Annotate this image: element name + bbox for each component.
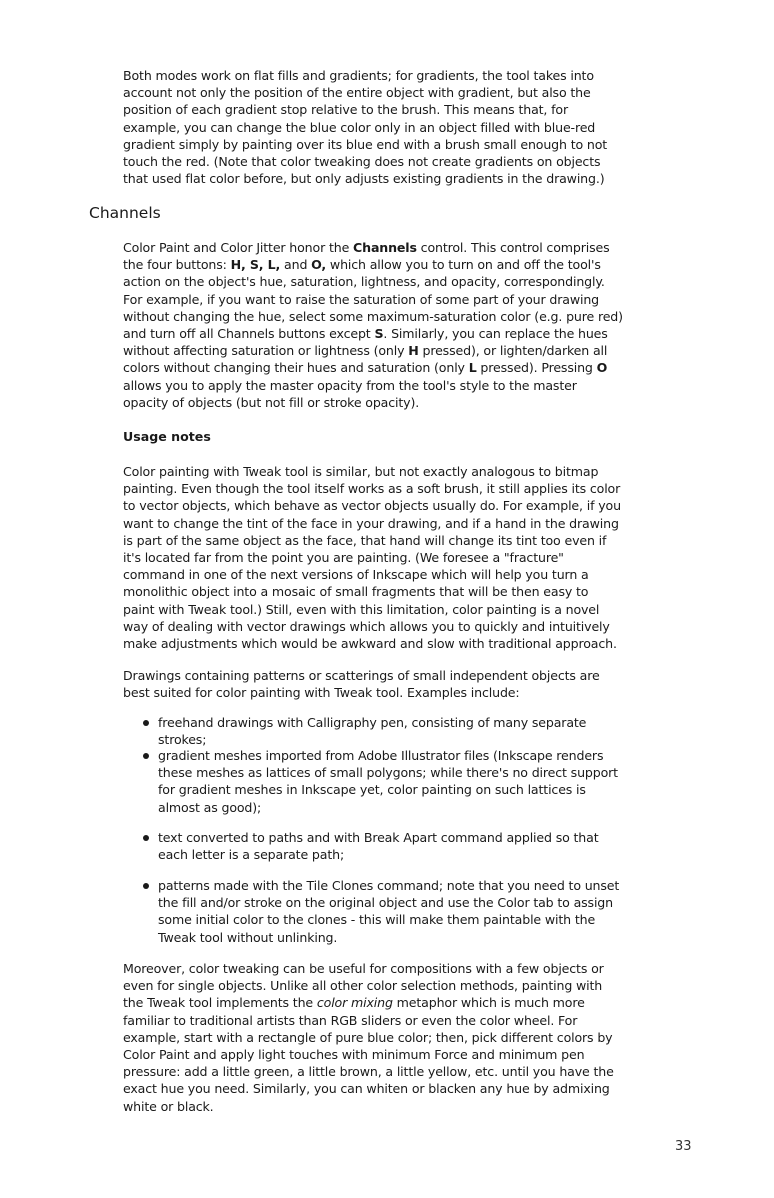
subheading-usage-notes: Usage notes	[123, 429, 211, 444]
bold-term-h: H	[408, 343, 419, 359]
page-number: 33	[675, 1139, 692, 1154]
italic-term-color-mixing: color mixing	[316, 995, 393, 1011]
bullet-icon	[143, 835, 149, 841]
bold-term-hsl: H, S, L,	[230, 257, 281, 273]
bold-term-s: S	[374, 326, 384, 342]
text-run: and	[280, 257, 312, 273]
paragraph-channels	[123, 239, 623, 411]
bold-term-channels: Channels	[353, 240, 417, 255]
list-item-text: text converted to paths and with Break Apart command applied so that each letter is a separate path;	[158, 830, 599, 863]
bullet-icon	[143, 720, 149, 726]
bold-term-o2: O	[596, 360, 608, 376]
text-run: which allow you to turn on and off the tool's action on the object's hue, saturation, lightness, and opacity, correspondingly. For example, if you want to raise the saturation of some part of your drawing without changing the hue, select some maximum-saturation color (e.g. pure red) and turn off all Channels buttons except	[123, 257, 623, 342]
text-run: . Similarly, you can replace the hues without affecting saturation or lightness (only	[123, 326, 608, 359]
text-run: control. This control comprises the four buttons:	[123, 240, 610, 273]
text-run: Color Paint and Color Jitter honor the	[123, 240, 354, 255]
paragraph-gradients: Both modes work on flat fills and gradients; for gradients, the tool takes into account not only the position of the entire object with gradient, but also the position of each gradient stop relative to the brush. This means that, for example, you can change the blue color only in an object filled with blue-red gradient simply by painting over its blue end with a brush small enough to not touch the red. (Note that color tweaking does not create gradients on objects that used flat color before, but only adjusts existing gradients in the drawing.)	[123, 68, 608, 187]
list-item	[140, 877, 620, 946]
paragraph-examples-intro: Drawings containing patterns or scatterings of small independent objects are best suited for color painting with Tweak tool. Examples include:	[123, 668, 600, 701]
paragraph-usage: Color painting with Tweak tool is similar, but not exactly analogous to bitmap painting. Even though the tool itself works as a soft brush, it still applies its color to vector objects, which behave as vector objects usually do. For example, if you want to change the tint of the face in your drawing, and if a hand in the drawing is part of the same object as the face, that hand will change its tint too even if it's located far from the point you are painting. (We foresee a "fracture" command in one of the next versions of Inkscape which will help you turn a monolithic object into a mosaic of small fragments that will be then easy to paint with Tweak tool.) Still, even with this limitation, color painting is a novel way of dealing with vector drawings which allows you to quickly and intuitively make adjustments which would be awkward and slow with traditional approach.	[123, 464, 621, 652]
text-run: allows you to apply the master opacity from the tool's style to the master opacity of objects (but not fill or stroke opacity).	[123, 377, 577, 410]
list-item	[140, 747, 620, 816]
text-run: pressed), or lighten/darken all colors without changing their hues and saturation (only	[123, 343, 608, 376]
bold-term-l: L	[468, 360, 477, 376]
list-item-text: patterns made with the Tile Clones command; note that you need to unset the fill and/or stroke on the original object and use the Color tab to assign some initial color to the clones - this will make them paintable with the Tweak tool without unlinking.	[158, 878, 620, 945]
list-item	[140, 714, 620, 748]
list-item-text: gradient meshes imported from Adobe Illustrator files (Inkscape renders these meshes as lattices of small polygons; while there's no direct support for gradient meshes in Inkscape yet, color painting on such lattices is almost as good);	[158, 748, 618, 815]
bullet-icon	[143, 753, 149, 759]
bullet-icon	[143, 883, 149, 889]
paragraph-color-mixing	[123, 960, 623, 1115]
list-item-text: freehand drawings with Calligraphy pen, consisting of many separate strokes;	[158, 715, 587, 748]
list-item	[140, 829, 620, 863]
bold-term-o: O,	[311, 257, 327, 273]
text-run: pressed). Pressing	[476, 360, 597, 376]
section-heading-channels: Channels	[89, 204, 161, 222]
text-run: metaphor which is much more familiar to traditional artists than RGB sliders or even the color wheel. For example, start with a rectangle of pure blue color; then, pick different colors by Color Paint and apply light touches with minimum Force and minimum pen pressure: add a little green, a little brown, a little yellow, etc. until you have the exact hue you need. Similarly, you can whiten or blacken any hue by admixing white or black.	[123, 995, 614, 1114]
text-run: Moreover, color tweaking can be useful for compositions with a few objects or even for single objects. Unlike all other color selection methods, painting with the Tweak tool implements the	[123, 961, 604, 1011]
